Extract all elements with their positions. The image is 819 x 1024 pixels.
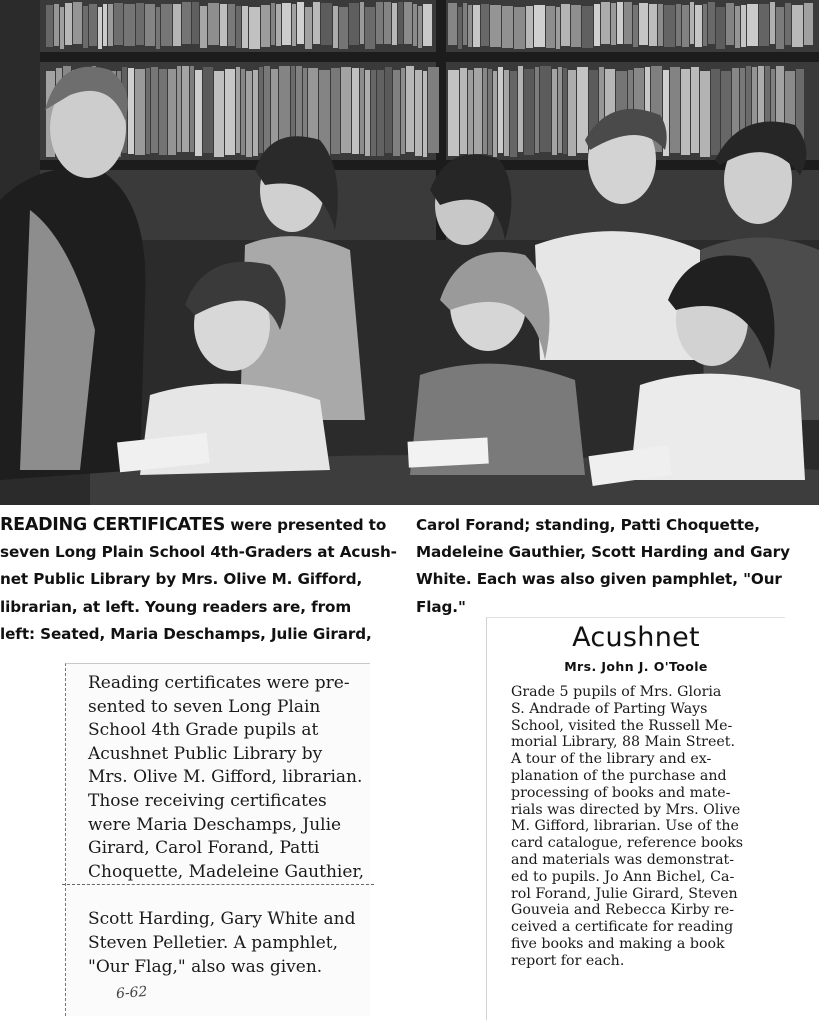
clipping-line: Reading certificates were pre- (88, 673, 350, 693)
book-spine (145, 4, 155, 46)
clipping-line: were Maria Deschamps, Julie (88, 814, 342, 835)
book-spine (376, 2, 383, 44)
book-spine (249, 7, 260, 49)
book-spine (103, 4, 107, 46)
book-spine (246, 71, 252, 157)
book-spine (65, 3, 72, 45)
book-spine (156, 7, 160, 49)
book-spine (236, 67, 240, 153)
book-spine (690, 2, 694, 44)
book-spine (747, 4, 758, 46)
clipping-line: report for each. (511, 952, 625, 969)
clipping-line: Mrs. Olive M. Gifford, librarian. (88, 767, 363, 788)
book-spine (360, 68, 364, 154)
book-spine (546, 6, 555, 48)
book-spine (481, 4, 489, 46)
book-spine (711, 69, 720, 155)
book-spine (377, 70, 384, 156)
caption-line: librarian, at left. Young readers are, from (0, 597, 352, 616)
book-spine (423, 71, 427, 157)
book-spine (770, 2, 775, 44)
clipping-line: Scott Harding, Gary White and (88, 909, 356, 930)
book-spine (182, 66, 189, 152)
book-spine (561, 4, 570, 46)
book-spine (305, 7, 312, 49)
book-spine (83, 6, 88, 48)
clipping-line: ed to pupils. Jo Ann Bichel, Ca- (511, 868, 735, 885)
book-spine (220, 4, 227, 46)
book-spine (360, 2, 364, 44)
clipping-line: School 4th Grade pupils at (88, 720, 319, 741)
book-spine (535, 67, 539, 153)
book-spine (253, 70, 258, 156)
book-spine (617, 2, 623, 44)
book-spine (242, 6, 248, 48)
book-spine (415, 70, 422, 156)
book-spine (458, 7, 462, 49)
caption-line: Flag." (416, 597, 466, 616)
book-spine (182, 2, 191, 44)
book-spine (624, 2, 632, 44)
book-spine (352, 68, 359, 154)
clipping-line: planation of the purchase and (511, 767, 727, 784)
book-spine (264, 66, 270, 152)
book-spine (241, 69, 245, 155)
book-spine (776, 7, 784, 49)
book-spine (493, 71, 497, 157)
book-spine (297, 2, 304, 44)
book-spine (428, 67, 439, 153)
clipping-line: S. Andrade of Parting Ways (511, 700, 708, 717)
clipping-line: Steven Pelletier. A pamphlet, (88, 932, 339, 953)
book-spine (473, 5, 480, 47)
book-spine (124, 4, 135, 46)
caption-line: READING CERTIFICATES were presented to (0, 515, 387, 535)
clipping-line: A tour of the library and ex- (511, 751, 712, 768)
book-spine (321, 3, 332, 45)
book-spine (128, 68, 134, 154)
book-spine (568, 70, 576, 156)
caption-line: Carol Forand; standing, Patti Choquette, (416, 516, 760, 534)
handwritten-date-note: 6-62 (115, 983, 148, 1003)
clipping-byline: Mrs. John J. O'Toole (564, 659, 708, 674)
book-spine (73, 2, 82, 44)
clipping-line: "Our Flag," also was given. (88, 956, 323, 977)
book-spine (190, 66, 194, 152)
clipping-line: Girard, Carol Forand, Patti (88, 838, 320, 859)
book-spine (418, 6, 422, 48)
book-spine (371, 70, 376, 156)
book-spine (558, 67, 562, 153)
book-spine (159, 69, 167, 155)
book-spine (365, 70, 370, 156)
book-spine (151, 67, 158, 153)
book-spine (633, 5, 638, 47)
certificate-paper (408, 438, 489, 468)
book-spine (649, 4, 657, 46)
book-spine (700, 71, 710, 157)
book-spine (349, 3, 359, 45)
book-spine (161, 4, 172, 46)
book-spine (393, 70, 400, 156)
book-spine (708, 2, 715, 44)
book-spine (261, 5, 270, 47)
clipping-headline: Acushnet (572, 622, 700, 653)
column-break (88, 884, 368, 908)
book-spine (195, 70, 202, 156)
book-spine (741, 5, 746, 47)
book-spine (691, 67, 699, 153)
book-spine (601, 2, 610, 44)
book-spine (259, 67, 263, 153)
clipping-line: rials was directed by Mrs. Olive (511, 801, 741, 818)
book-spine (331, 68, 340, 154)
caption-line: White. Each was also given pamphlet, "Our (416, 570, 782, 589)
book-spine (483, 68, 487, 154)
clipping-line: rol Forand, Julie Girard, Steven (511, 885, 738, 902)
book-spine (385, 67, 392, 153)
newspaper-photo (0, 0, 819, 505)
book-spine (406, 66, 414, 152)
book-spine (716, 7, 725, 49)
book-spine (413, 4, 417, 46)
clipping-line: ceived a certificate for reading (511, 919, 734, 936)
book-spine (488, 69, 492, 155)
book-spine (759, 4, 769, 46)
book-spine (681, 69, 690, 155)
book-spine (571, 5, 581, 47)
book-spine (498, 67, 503, 153)
clipping-line: morial Library, 88 Main Street. (511, 734, 735, 751)
book-spine (504, 70, 509, 156)
clipping-line: School, visited the Russell Me- (511, 717, 733, 734)
book-spine (313, 2, 320, 44)
clipping-line: Those receiving certificates (88, 790, 327, 811)
book-spine (670, 67, 680, 153)
book-spine (392, 3, 397, 45)
photo-caption-left (0, 512, 400, 660)
book-spine (468, 5, 472, 47)
book-spine (401, 68, 405, 154)
caption-line: left: Seated, Maria Deschamps, Julie Girard, (0, 624, 372, 643)
newspaper-clipping-right (486, 617, 785, 1020)
book-spine (203, 67, 213, 153)
book-spine (60, 7, 64, 49)
book-spine (173, 4, 181, 46)
book-spine (682, 5, 689, 47)
book-spine (276, 4, 281, 46)
book-spine (664, 5, 675, 47)
book-spine (271, 3, 275, 45)
book-spine (333, 6, 338, 48)
book-spine (114, 3, 123, 45)
book-spine (582, 6, 593, 48)
caption-line: seven Long Plain School 4th-Graders at Acush- (0, 543, 397, 562)
book-spine (703, 4, 707, 46)
book-spine (695, 5, 702, 47)
clipping-line: M. Gifford, librarian. Use of the (511, 818, 739, 835)
book-spine (540, 66, 551, 152)
book-spine (502, 6, 513, 48)
clipping-line: Acushnet Public Library by (88, 743, 323, 764)
book-spine (676, 4, 681, 46)
book-spine (339, 7, 348, 49)
book-spine (136, 3, 144, 45)
caption-line: Madeleine Gauthier, Scott Harding and Gary (416, 543, 790, 562)
book-spine (46, 5, 53, 47)
book-spine (341, 67, 351, 153)
book-spine (225, 69, 235, 155)
book-spine (611, 3, 616, 45)
book-spine (526, 6, 533, 48)
book-spine (423, 4, 432, 46)
book-spine (282, 3, 291, 45)
book-spine (524, 69, 534, 155)
book-spine (468, 70, 473, 156)
book-spine (658, 4, 663, 46)
book-spine (448, 3, 457, 45)
book-spine (448, 70, 459, 156)
book-spine (490, 5, 501, 47)
book-spine (552, 69, 557, 155)
book-spine (292, 4, 296, 46)
book-spine (804, 3, 813, 45)
book-spine (98, 7, 102, 49)
book-spine (208, 3, 219, 45)
book-spine (726, 3, 734, 45)
book-spine (177, 66, 181, 152)
book-spine (168, 69, 176, 155)
book-spine (398, 2, 403, 44)
clipping-line: Choquette, Madeleine Gauthier, (88, 861, 365, 882)
clipping-line: sented to seven Long Plain (88, 696, 321, 717)
newspaper-clipping-left (65, 663, 370, 1016)
clipping-line: and materials was demonstrat- (511, 851, 735, 868)
book-spine (214, 71, 224, 157)
book-spine (460, 68, 467, 154)
book-spine (463, 3, 467, 45)
book-spine (135, 69, 145, 155)
book-spine (236, 6, 241, 48)
book-spine (594, 4, 600, 46)
book-spine (108, 4, 113, 46)
clipping-right-text (511, 684, 783, 970)
book-spine (534, 5, 545, 47)
book-spine (563, 68, 567, 154)
books (46, 2, 813, 157)
clipping-left-text (88, 672, 368, 979)
book-spine (518, 66, 523, 152)
book-spine (785, 3, 791, 45)
book-spine (54, 4, 59, 46)
caption-line: net Public Library by Mrs. Olive M. Gifford, (0, 570, 363, 589)
book-spine (384, 2, 391, 44)
book-spine (514, 7, 525, 49)
book-spine (404, 2, 412, 44)
book-spine (639, 3, 648, 45)
clipping-cut-line (62, 878, 374, 885)
clipping-line: five books and making a book (511, 935, 725, 952)
book-spine (192, 2, 199, 44)
clipping-line: Grade 5 pupils of Mrs. Gloria (511, 684, 722, 700)
book-spine (146, 68, 150, 154)
book-spine (474, 68, 482, 154)
clipping-line: Gouveia and Rebecca Kirby re- (511, 902, 735, 919)
photo-illustration (0, 0, 819, 505)
book-spine (228, 4, 235, 46)
book-spine (510, 71, 517, 157)
clipping-line: card catalogue, reference books (511, 835, 744, 852)
book-spine (200, 6, 207, 48)
book-spine (792, 5, 803, 47)
book-spine (89, 4, 97, 46)
book-spine (735, 6, 740, 48)
book-spine (365, 7, 375, 49)
clipping-line: processing of books and mate- (511, 784, 731, 801)
book-spine (556, 7, 560, 49)
